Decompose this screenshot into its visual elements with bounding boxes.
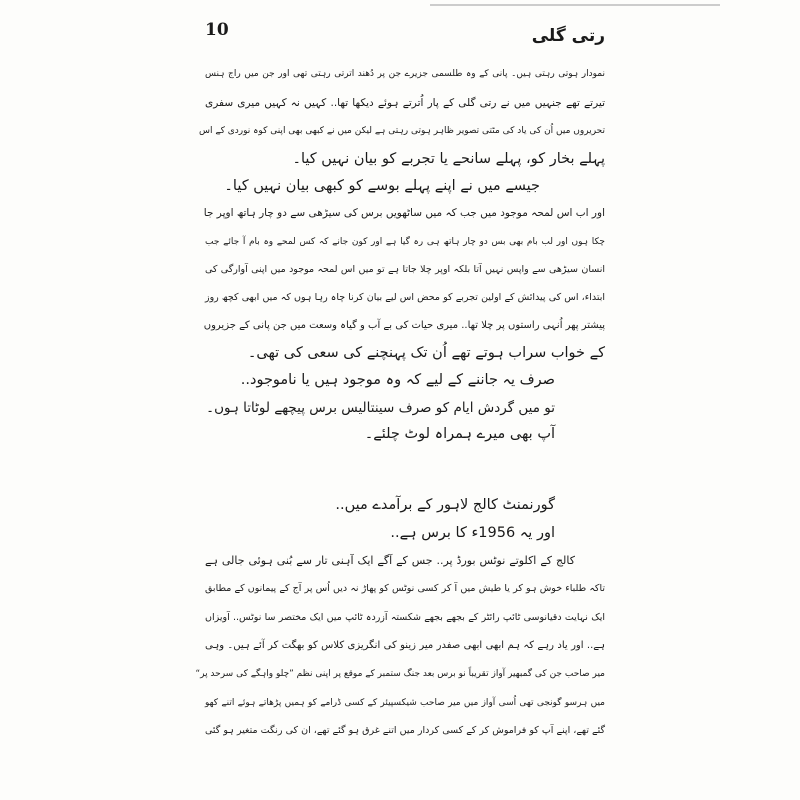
text-line: کالج کے اکلوتے نوٹس بورڈ پر.. جس کے آگے ایک آہنی تار سے بُنی ہوئی جالی ہے <box>205 554 575 567</box>
text-line: تاکہ طلباء خوش ہو کر یا طیش میں آ کر کسی نوٹس کو پھاڑ نہ دیں اُس پر آج کے پیمانوں کے مطابق <box>205 583 605 594</box>
text-line: تیرتے تھے جنہیں میں نے رتی گلی کے پار اُترتے ہوئے دیکھا تھا.. کہیں نہ کہیں میری سفری <box>205 97 605 109</box>
text-line: میں ہرسو گونجی تھی اُسی آواز میں میر صاحب شیکسپیئر کے کسی ڈرامے کو ہمیں پڑھاتے ہوئے اتنے کھو <box>205 698 605 708</box>
text-line: میر صاحب جن کی گمبھیر آواز تقریباً نو برس بعد جنگ ستمبر کے موقع پر اپنی نظم ”چلو واہگے کی سرحد پر“ <box>195 669 605 679</box>
text-line: ابتداء، اس کی پیدائش کے اولین تجربے کو محض اس لیے بیان کرنا چاہ رہا ہوں کہ میں ابھی کچھ روز <box>205 292 605 303</box>
text-line: اور یہ 1956ء کا برس ہے.. <box>390 525 555 541</box>
text-line: نمودار ہوتی رہتی ہیں۔ پانی کے وہ طلسمی جزیرے جن پر دُھند اترتی رہتی تھی اور جن میں راج ہنس <box>205 69 605 79</box>
text-line: انسان سیڑھی سے واپس نہیں آتا بلکہ اوپر چلا جاتا ہے تو میں اس لمحہ موجود میں اپنی آوارگی کی <box>205 264 605 275</box>
running-title: رتی گلی <box>531 26 605 46</box>
text-line: تو میں گردش ایام کو صرف سینتالیس برس پیچھے لوٹاتا ہوں۔ <box>206 400 555 416</box>
text-line: پہلے بخار کو، پہلے سانحے یا تجربے کو بیان نہیں کیا۔ <box>292 151 605 167</box>
scan-edge <box>430 4 720 6</box>
text-line: ایک نہایت دقیانوسی ٹائپ رائٹر کے بجھے بجھے شکستہ آزردہ ٹائپ میں ایک مختصر سا نوٹس.. آویزاں <box>205 612 605 623</box>
text-line: گئے تھے، اپنے آپ کو فراموش کر کے کسی کردار میں اتنے غرق ہو گئے تھے، ان کی رنگت متغیر ہو گئی <box>205 725 605 736</box>
text-line: اور اب اس لمحہ موجود میں جب کہ میں ساٹھویں برس کی سیڑھی سے دو چار ہاتھ اوپر جا <box>203 207 605 219</box>
text-line: جیسے میں نے اپنے پہلے بوسے کو کبھی بیان نہیں کیا۔ <box>224 178 540 194</box>
text-line: آپ بھی میرے ہمراہ لوٹ چلئے۔ <box>364 426 555 442</box>
text-line: گورنمنٹ کالج لاہور کے برآمدے میں.. <box>335 497 555 513</box>
text-line: چکا ہوں اور لب بام بھی بس دو چار ہاتھ ہی رہ گیا ہے اور کون جانے کہ کس لمحے وہ بام آ جائے جب <box>205 237 605 247</box>
text-line: صرف یہ جاننے کے لیے کہ وہ موجود ہیں یا ناموجود.. <box>240 372 555 388</box>
text-line: کے خواب سراب ہوتے تھے اُن تک پہنچنے کی سعی کی تھی۔ <box>247 345 605 361</box>
text-line: پیشتر پھر اُنہی راستوں پر چلا تھا.. میری حیات کی بے آب و گیاہ وسعت میں جن پانی کے جزیروں <box>203 320 605 331</box>
text-line: ہے.. اور یاد رہے کہ ہم ابھی ابھی صفدر میر زینو کی انگریزی کلاس کو بھگت کر آئے ہیں۔ وہی <box>205 640 605 651</box>
text-line: تحریروں میں اُن کی یاد کی مٹتی تصویر ظاہر ہوتی رہتی ہے لیکن میں نے کبھی بھی اپنی کوہ نوردی کے اس <box>198 126 605 136</box>
page-number: 10 <box>205 20 229 40</box>
